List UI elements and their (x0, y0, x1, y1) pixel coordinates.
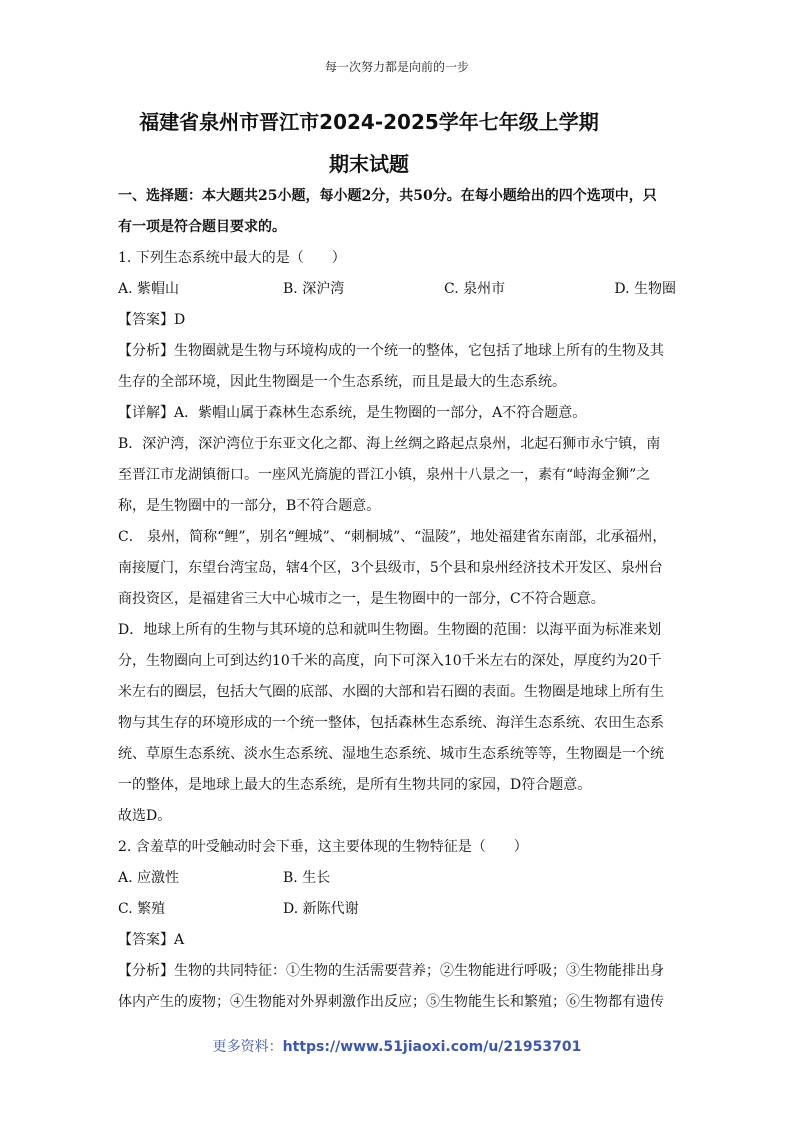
option-a: A. 紫帽山 (118, 281, 180, 297)
document-body (118, 181, 676, 1018)
page-header-slogan: 每一次努力都是向前的一步 (324, 60, 469, 74)
detail-1-line: 米左右的圈层，包括大气圈的底部、水圈的大部和岩石圈的表面。生物圈是地球上所有生 (118, 684, 664, 700)
question-1: 1. 下列生态系统中最大的是（ ） (118, 250, 346, 266)
detail-1-line: 分，生物圈向上可到达约10千米的高度，向下可深入10千米左右的深处，厚度约为20千 (118, 653, 662, 669)
detail-1-line: D．地球上所有的生物与其环境的总和就叫生物圈。生物圈的范围：以海平面为标准来划 (118, 622, 662, 638)
analysis-1-line: 【分析】生物圈就是生物与环境构成的一个统一的整体，它包括了地球上所有的生物及其 (118, 343, 664, 359)
analysis-1-line: 生存的全部环境，因此生物圈是一个生态系统，而且是最大的生态系统。 (118, 374, 566, 390)
option-b: B. 深沪湾 (283, 281, 345, 297)
question-1-options (118, 274, 676, 305)
analysis-2-line: 体内产生的废物；④生物能对外界刺激作出反应；⑤生物能生长和繁殖；⑥生物都有遗传 (118, 994, 664, 1010)
conclusion-1: 故选D。 (118, 808, 172, 824)
option-d: D. 新陈代谢 (283, 901, 359, 917)
section-heading-cont: 有一项是符合题目要求的。 (118, 219, 286, 235)
detail-1-line: 商投资区，是福建省三大中心城市之一，是生物圈中的一部分，C不符合题意。 (118, 591, 605, 607)
detail-1-line: B．深沪湾，深沪湾位于东亚文化之都、海上丝绸之路起点泉州，北起石狮市永宁镇，南 (118, 436, 661, 452)
page-subtitle: 期末试题 (329, 152, 409, 176)
question-2: 2. 含羞草的叶受触动时会下垂，这主要体现的生物特征是（ ） (118, 839, 528, 855)
option-c: C. 泉州市 (444, 281, 506, 297)
detail-1-line: 称，是生物圈中的一部分，B不符合题意。 (118, 498, 381, 514)
option-c: C. 繁殖 (118, 901, 166, 917)
answer-2: 【答案】A (118, 932, 185, 948)
detail-1-line: 物与其生存的环境形成的一个统一整体，包括森林生态系统、海洋生态系统、农田生态系 (118, 715, 664, 731)
option-b: B. 生长 (283, 870, 331, 886)
section-heading: 一、选择题：本大题共25小题，每小题2分，共50分。在每小题给出的四个选项中，只 (118, 188, 657, 204)
analysis-2-line: 【分析】生物的共同特征：①生物的生活需要营养；②生物能进行呼吸；③生物能排出身 (118, 963, 664, 979)
detail-1-line: 至晋江市龙湖镇衙口。一座风光旖旎的晋江小镇，泉州十八景之一，素有“峙海金狮”之 (118, 467, 651, 483)
detail-1-line: 【详解】A．紫帽山属于森林生态系统，是生物圈的一部分，A不符合题意。 (118, 405, 587, 421)
answer-1: 【答案】D (118, 312, 186, 328)
detail-1-line: 统、草原生态系统、淡水生态系统、湿地生态系统、城市生态系统等等，生物圈是一个统 (118, 746, 664, 762)
page-title: 福建省泉州市晋江市2024-2025学年七年级上学期 (139, 110, 599, 134)
option-a: A. 应激性 (118, 870, 180, 886)
option-d: D. 生物圈 (614, 281, 676, 297)
detail-1-line: 一的整体，是地球上最大的生态系统，是所有生物共同的家园，D符合题意。 (118, 777, 592, 793)
question-2-options-row1 (118, 863, 676, 894)
question-2-options-row2 (118, 894, 676, 925)
footer-label: 更多资料： (212, 1039, 283, 1055)
page-footer (0, 1036, 794, 1056)
footer-link[interactable]: https://www.51jiaoxi.com/u/21953701 (282, 1039, 582, 1055)
detail-1-line: C． 泉州，简称“鲤”，别名“鲤城”、“刺桐城”、“温陵”，地处福建省东南部，北承福州， (118, 529, 667, 545)
detail-1-line: 南接厦门，东望台湾宝岛，辖4个区，3个县级市，5个县和泉州经济技术开发区、泉州台 (118, 560, 663, 576)
